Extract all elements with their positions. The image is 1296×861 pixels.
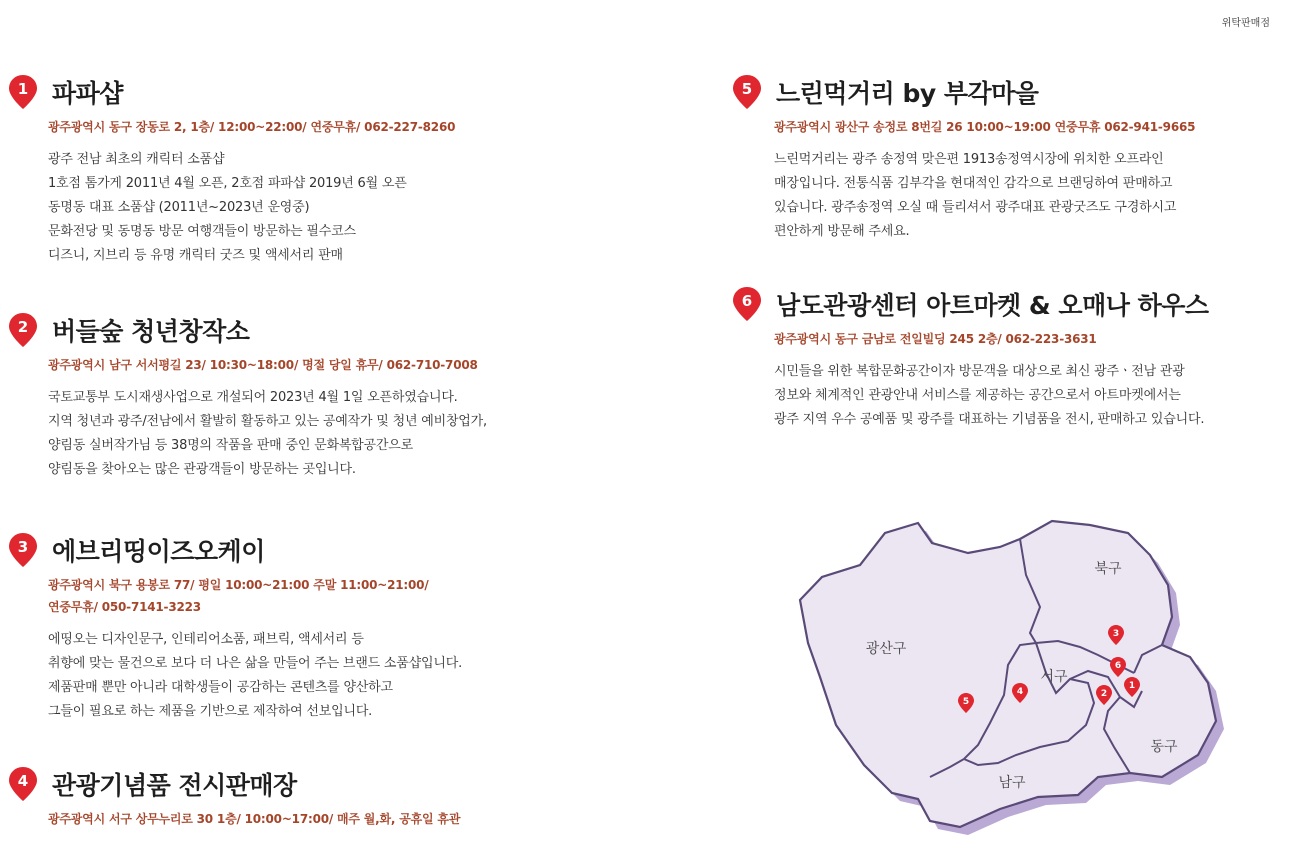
desc-line: 느린먹거리는 광주 송정역 맞은편 1913송정역시장에 위치한 오프라인 [774, 152, 1164, 167]
map-graphic [790, 515, 1230, 835]
shop-title: 파파샵 [52, 79, 123, 108]
shop-6 [732, 284, 1209, 432]
shop-description [774, 148, 1195, 244]
pin-number: 5 [741, 80, 753, 98]
shop-title: 느린먹거리 by 부각마을 [776, 79, 1039, 108]
desc-line: 동명동 대표 소품샵 (2011년~2023년 운영중) [48, 200, 310, 215]
shop-info-line: 광주광역시 광산구 송정로 8번길 26 10:00~19:00 연중무휴 062-941-9665 [774, 120, 1196, 134]
shop-1 [8, 72, 455, 268]
desc-line: 취향에 맞는 물건으로 보다 더 나은 삶을 만들어 주는 브랜드 소품샵입니다. [48, 656, 462, 671]
desc-line: 편안하게 방문해 주세요. [774, 224, 910, 239]
shop-info-line: 광주광역시 동구 금남로 전일빌딩 245 2층/ 062-223-3631 [774, 332, 1097, 346]
pin-number: 3 [17, 538, 29, 556]
desc-line: 시민들을 위한 복합문화공간이자 방문객을 대상으로 최신 광주ㆍ전남 관광 [774, 364, 1185, 379]
district-label-nam: 남구 [998, 775, 1026, 791]
district-label-seo: 서구 [1040, 669, 1068, 685]
shop-3 [8, 530, 462, 724]
pin-number: 1 [17, 80, 29, 98]
shop-info [774, 116, 1195, 138]
desc-line: 광주 전남 최초의 캐릭터 소품샵 [48, 152, 225, 167]
shop-info-line: 광주광역시 서구 상무누리로 30 1층/ 10:00~17:00/ 매주 월,화, 공휴일 휴관 [48, 812, 461, 826]
shop-2 [8, 310, 487, 482]
map-pin-number: 2 [1100, 689, 1108, 699]
shop-info-line: 연중무휴/ 050-7141-3223 [48, 600, 201, 614]
map-pin-number: 1 [1128, 681, 1136, 691]
pin-number: 6 [741, 292, 753, 310]
shop-info [48, 354, 487, 376]
map-pin-number: 3 [1112, 629, 1120, 639]
shop-info [774, 328, 1209, 350]
desc-line: 국토교통부 도시재생사업으로 개설되어 2023년 4월 1일 오픈하였습니다. [48, 390, 458, 405]
desc-line: 양림동 실버작가님 등 38명의 작품을 판매 중인 문화복합공간으로 [48, 438, 413, 453]
pin-number: 4 [17, 772, 29, 790]
location-pin-icon [8, 312, 38, 348]
shop-title: 남도관광센터 아트마켓 & 오매나 하우스 [776, 291, 1209, 320]
shop-description [48, 628, 462, 724]
desc-line: 광주 지역 우수 공예품 및 광주를 대표하는 기념품을 전시, 판매하고 있습니다. [774, 412, 1205, 427]
shop-description [48, 386, 487, 482]
location-pin-icon [732, 286, 762, 322]
district-label-dong: 동구 [1150, 739, 1178, 755]
shop-info [48, 116, 455, 138]
desc-line: 있습니다. 광주송정역 오실 때 들리셔서 광주대표 관광굿즈도 구경하시고 [774, 200, 1177, 215]
page-label: 위탁판매점 [1221, 18, 1270, 29]
shop-info-line: 광주광역시 남구 서서평길 23/ 10:30~18:00/ 명절 당일 휴무/ 062-710-7008 [48, 358, 478, 372]
desc-line: 문화전당 및 동명동 방문 여행객들이 방문하는 필수코스 [48, 224, 356, 239]
desc-line: 디즈니, 지브리 등 유명 캐릭터 굿즈 및 액세서리 판매 [48, 248, 343, 263]
shop-5 [732, 72, 1195, 244]
shop-4 [8, 764, 460, 830]
gwangju-district-map [790, 515, 1230, 835]
desc-line: 지역 청년과 광주/전남에서 활발히 활동하고 있는 공예작가 및 청년 예비창업가, [48, 414, 487, 429]
desc-line: 제품판매 뿐만 아니라 대학생들이 공감하는 콘텐츠를 양산하고 [48, 680, 393, 695]
location-pin-icon [8, 532, 38, 568]
map-pin-number: 6 [1114, 661, 1122, 671]
shop-description [48, 148, 455, 268]
location-pin-icon [732, 74, 762, 110]
shop-title: 관광기념품 전시판매장 [52, 771, 297, 800]
desc-line: 1호점 톰가게 2011년 4월 오픈, 2호점 파파샵 2019년 6월 오픈 [48, 176, 407, 191]
district-label-gwangsan: 광산구 [865, 641, 907, 657]
district-label-buk: 북구 [1094, 561, 1122, 577]
pin-number: 2 [17, 318, 29, 336]
map-pin-number: 4 [1016, 687, 1024, 697]
shop-info [48, 574, 462, 618]
location-pin-icon [8, 74, 38, 110]
location-pin-icon [8, 766, 38, 802]
desc-line: 매장입니다. 전통식품 김부각을 현대적인 감각으로 브랜딩하여 판매하고 [774, 176, 1173, 191]
shop-title: 버들숲 청년창작소 [52, 317, 250, 346]
desc-line: 그들이 필요로 하는 제품을 기반으로 제작하여 선보입니다. [48, 704, 373, 719]
shop-title: 에브리띵이즈오케이 [52, 537, 265, 566]
shop-description [774, 360, 1209, 432]
shop-info-line: 광주광역시 동구 장동로 2, 1층/ 12:00~22:00/ 연중무휴/ 062-227-8260 [48, 120, 456, 134]
shop-info-line: 광주광역시 북구 용봉로 77/ 평일 10:00~21:00 주말 11:00~21:00/ [48, 578, 429, 592]
desc-line: 정보와 체계적인 관광안내 서비스를 제공하는 공간으로서 아트마켓에서는 [774, 388, 1181, 403]
map-pin-number: 5 [962, 697, 970, 707]
shop-info [48, 808, 460, 830]
desc-line: 양림동을 찾아오는 많은 관광객들이 방문하는 곳입니다. [48, 462, 356, 477]
desc-line: 에띵오는 디자인문구, 인테리어소품, 패브릭, 액세서리 등 [48, 632, 364, 647]
